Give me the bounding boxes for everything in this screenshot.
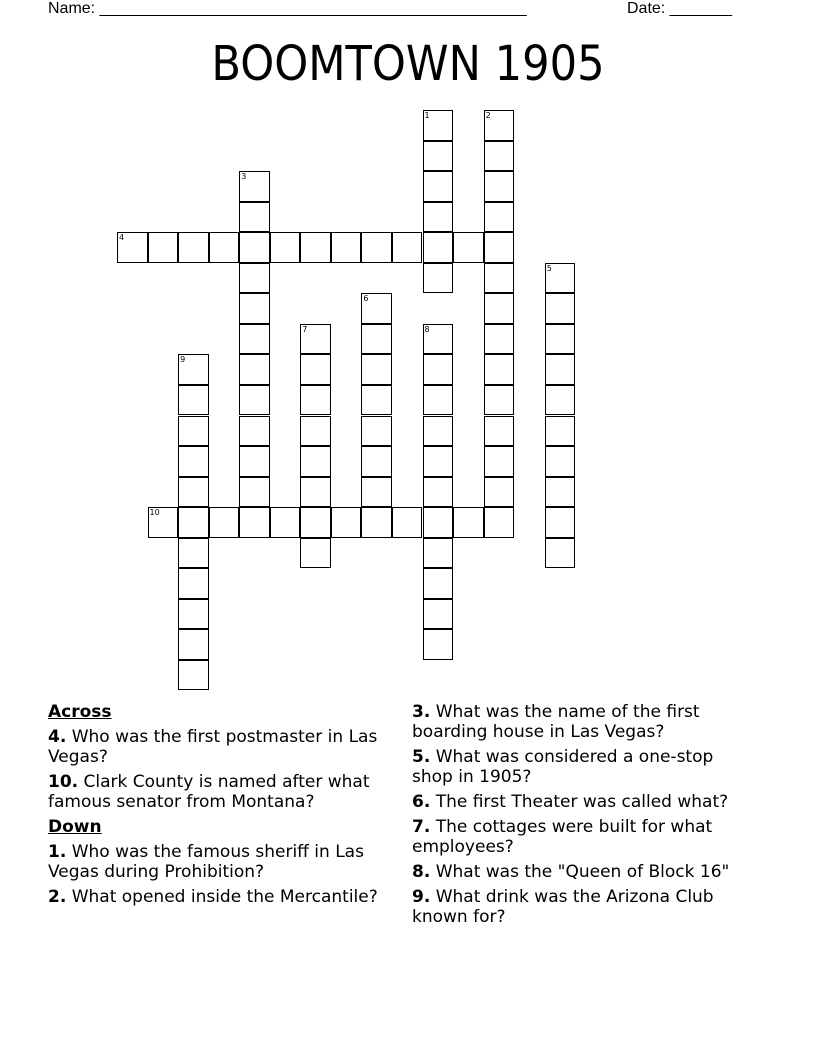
grid-cell[interactable] [239,507,270,538]
clue-number: 2 [485,111,491,120]
name-field-label: Name: ________________________________________________ [48,0,527,17]
grid-cell[interactable] [178,354,209,385]
grid-cell[interactable] [484,446,515,477]
grid-cell[interactable] [545,538,576,569]
grid-cell[interactable] [423,477,454,508]
clue-text: Who was the famous sheriff in Las Vegas during Prohibition? [48,842,364,882]
grid-cell[interactable] [545,416,576,447]
clue-text: What was the name of the first boarding house in Las Vegas? [412,702,700,742]
grid-cell[interactable] [300,538,331,569]
grid-cell[interactable] [545,507,576,538]
grid-cell[interactable] [484,354,515,385]
grid-cell[interactable] [545,293,576,324]
grid-cell[interactable] [423,202,454,233]
grid-cell[interactable] [423,538,454,569]
grid-cell[interactable] [423,416,454,447]
grid-cell[interactable] [178,385,209,416]
grid-cell[interactable] [423,446,454,477]
grid-cell[interactable] [361,324,392,355]
grid-cell[interactable] [361,477,392,508]
clue-number: 10. [48,772,79,792]
grid-cell[interactable] [484,171,515,202]
grid-cell[interactable] [484,110,515,141]
clue-text: The cottages were built for what employees? [412,817,713,857]
grid-cell[interactable] [545,354,576,385]
clues-right-column [412,702,752,932]
grid-cell[interactable] [545,477,576,508]
page-title: BOOMTOWN 1905 [211,36,605,92]
grid-cell[interactable] [484,385,515,416]
grid-cell[interactable] [300,507,331,538]
clue-item [412,817,752,857]
clue-text: Clark County is named after what famous senator from Montana? [48,772,370,812]
clue-number: 6. [412,792,431,812]
clue-number: 1 [424,111,430,120]
clue-text: What was the "Queen of Block 16" [430,862,730,882]
clue-text: What drink was the Arizona Club known for? [412,887,714,927]
grid-cell[interactable] [239,477,270,508]
grid-cell[interactable] [239,416,270,447]
clue-number: 8 [424,324,430,334]
grid-cell[interactable] [484,263,515,294]
grid-cell[interactable] [148,232,179,263]
date-field-label: Date: _______ [627,0,732,17]
grid-cell[interactable] [423,354,454,385]
grid-cell[interactable] [361,354,392,385]
clue-item [412,887,752,927]
clue-number: 9 [180,355,186,365]
across-heading: Across [48,702,112,722]
grid-cell[interactable] [148,507,179,538]
grid-cell[interactable] [239,385,270,416]
grid-cell[interactable] [300,354,331,385]
clue-item [48,727,398,767]
grid-cell[interactable] [178,416,209,447]
clue-number: 7 [302,324,308,334]
grid-cell[interactable] [270,232,301,263]
clue-text: What was considered a one-stop shop in 1905? [412,747,714,787]
grid-cell[interactable] [239,202,270,233]
grid-cell[interactable] [239,171,270,202]
clue-item [412,747,752,787]
grid-cell[interactable] [178,446,209,477]
clues-left-column [48,702,398,912]
across-clue-list [48,727,398,812]
grid-cell[interactable] [484,293,515,324]
clue-number: 3 [241,172,247,182]
clue-number: 8. [412,862,431,882]
grid-cell[interactable] [300,446,331,477]
clue-number: 5 [546,263,552,273]
down-heading: Down [48,817,102,837]
grid-cell[interactable] [270,507,301,538]
grid-cell[interactable] [484,141,515,172]
grid-cell[interactable] [178,660,209,691]
grid-cell[interactable] [392,507,423,538]
grid-cell[interactable] [545,446,576,477]
clue-number: 6 [363,294,369,304]
grid-cell[interactable] [239,446,270,477]
grid-cell[interactable] [209,507,240,538]
clue-text: The first Theater was called what? [430,792,729,812]
grid-cell[interactable] [300,232,331,263]
grid-cell[interactable] [484,324,515,355]
grid-cell[interactable] [423,599,454,630]
grid-cell[interactable] [545,263,576,294]
grid-cell[interactable] [331,232,362,263]
grid-cell[interactable] [423,629,454,660]
clue-item [412,862,752,882]
grid-cell[interactable] [484,232,515,263]
grid-cell[interactable] [545,385,576,416]
grid-cell[interactable] [484,477,515,508]
clue-text: What opened inside the Mercantile? [66,887,378,907]
grid-cell[interactable] [239,324,270,355]
grid-cell[interactable] [300,416,331,447]
grid-cell[interactable] [178,477,209,508]
grid-cell[interactable] [484,202,515,233]
clue-number: 1. [48,842,67,862]
grid-cell[interactable] [178,599,209,630]
clue-item [48,842,398,882]
grid-cell[interactable] [545,324,576,355]
down-clue-list-left [48,842,398,907]
grid-cell[interactable] [117,232,148,263]
clue-number: 5. [412,747,431,767]
grid-cell[interactable] [423,232,454,263]
grid-cell[interactable] [453,232,484,263]
grid-cell[interactable] [300,385,331,416]
grid-cell[interactable] [361,416,392,447]
grid-cell[interactable] [239,263,270,294]
grid-cell[interactable] [178,629,209,660]
grid-cell[interactable] [300,477,331,508]
grid-cell[interactable] [239,293,270,324]
grid-cell[interactable] [178,507,209,538]
down-clue-list-right [412,702,752,927]
clue-item [412,702,752,742]
grid-cell[interactable] [392,232,423,263]
grid-cell[interactable] [361,293,392,324]
grid-cell[interactable] [423,171,454,202]
grid-cell[interactable] [423,141,454,172]
grid-cell[interactable] [423,568,454,599]
grid-cell[interactable] [361,507,392,538]
grid-cell[interactable] [423,507,454,538]
clue-number: 4. [48,727,67,747]
grid-cell[interactable] [423,324,454,355]
grid-cell[interactable] [361,232,392,263]
clue-number: 9. [412,887,431,907]
grid-cell[interactable] [239,354,270,385]
clue-number: 7. [412,817,431,837]
clue-number: 3. [412,702,431,722]
grid-cell[interactable] [178,568,209,599]
grid-cell[interactable] [178,538,209,569]
grid-cell[interactable] [331,507,362,538]
clue-number: 4 [119,233,125,243]
grid-cell[interactable] [361,385,392,416]
grid-cell[interactable] [423,385,454,416]
grid-cell[interactable] [300,324,331,355]
grid-cell[interactable] [484,416,515,447]
grid-cell[interactable] [423,263,454,294]
clue-number: 2. [48,887,67,907]
grid-cell[interactable] [239,232,270,263]
grid-cell[interactable] [423,110,454,141]
grid-cell[interactable] [178,232,209,263]
grid-cell[interactable] [453,507,484,538]
grid-cell[interactable] [209,232,240,263]
grid-cell[interactable] [484,507,515,538]
clue-number: 10 [149,508,160,518]
clue-text: Who was the first postmaster in Las Vegas? [48,727,378,767]
clue-item [48,772,398,812]
grid-cell[interactable] [361,446,392,477]
clue-item [412,792,752,812]
clue-item [48,887,398,907]
